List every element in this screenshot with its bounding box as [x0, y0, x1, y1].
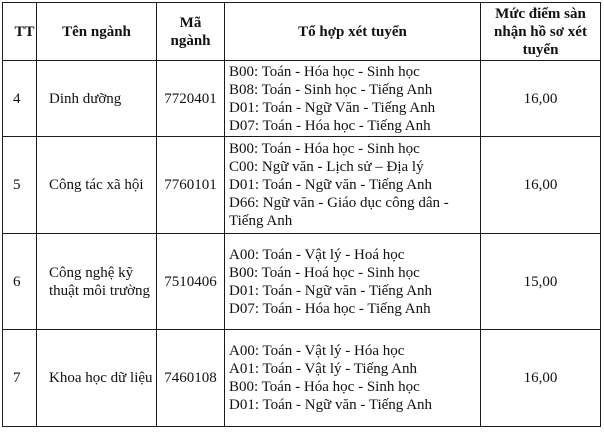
combo-item: B00: Toán - Hóa học - Sinh học [229, 141, 420, 157]
table-row [3, 137, 601, 234]
combo-item: D66: Ngữ văn - Giáo dục công dân - Tiếng Anh [229, 195, 449, 229]
row-name: Dinh dưỡng [37, 61, 157, 137]
table-row [3, 330, 601, 427]
table-row [3, 234, 601, 330]
combo-item: D01: Toán - Ngữ văn - Tiếng Anh [229, 397, 433, 413]
row-combos [225, 61, 481, 137]
combo-item: D01: Toán - Ngữ Văn - Tiếng Anh [229, 99, 436, 116]
header-tt: TT [3, 3, 37, 61]
combo-item: D01: Toán - Ngữ văn - Tiếng Anh [229, 177, 433, 193]
row-name: Công tác xã hội [37, 137, 157, 234]
header-name: Tên ngành [37, 3, 157, 61]
row-tt: 6 [3, 234, 37, 330]
combo-item: B00: Toán - Hóa học - Sinh học [229, 379, 420, 395]
row-tt: 4 [3, 61, 37, 137]
combo-item: B00: Toán - Hoá học - Sinh học [229, 264, 420, 281]
header-score: Mức điểm sàn nhận hồ sơ xét tuyển [481, 3, 601, 61]
row-code: 7760101 [157, 137, 225, 234]
row-code: 7720401 [157, 61, 225, 137]
combo-item: A01: Toán - Vật lý - Tiếng Anh [229, 361, 417, 377]
row-score: 16,00 [481, 61, 601, 137]
row-score: 15,00 [481, 234, 601, 330]
header-code: Mã ngành [157, 3, 225, 61]
row-tt: 7 [3, 330, 37, 427]
row-score: 16,00 [481, 330, 601, 427]
row-code: 7510406 [157, 234, 225, 330]
admission-table [2, 2, 601, 427]
row-tt: 5 [3, 137, 37, 234]
table-row [3, 61, 601, 137]
row-combos [225, 234, 481, 330]
combo-item: A00: Toán - Vật lý - Hoá học [229, 246, 405, 263]
row-score: 16,00 [481, 137, 601, 234]
combo-item: A00: Toán - Vật lý - Hóa học [229, 343, 405, 359]
row-name: Công nghệ kỹ thuật môi trường [37, 234, 157, 330]
combo-item: D07: Toán - Hóa học - Tiếng Anh [229, 117, 431, 134]
header-combos: Tổ hợp xét tuyển [225, 3, 481, 61]
combo-item: B00: Toán - Hóa học - Sinh học [229, 63, 420, 80]
combo-item: B08: Toán - Sinh học - Tiếng Anh [229, 81, 433, 98]
row-name: Khoa học dữ liệu [37, 330, 157, 427]
combo-item: D07: Toán - Hóa học - Tiếng Anh [229, 300, 431, 317]
row-code: 7460108 [157, 330, 225, 427]
combo-item: D01: Toán - Ngữ văn - Tiếng Anh [229, 282, 433, 299]
row-combos [225, 137, 481, 234]
combo-item: C00: Ngữ văn - Lịch sử – Địa lý [229, 159, 424, 175]
row-combos [225, 330, 481, 427]
table-header-row [3, 3, 601, 61]
